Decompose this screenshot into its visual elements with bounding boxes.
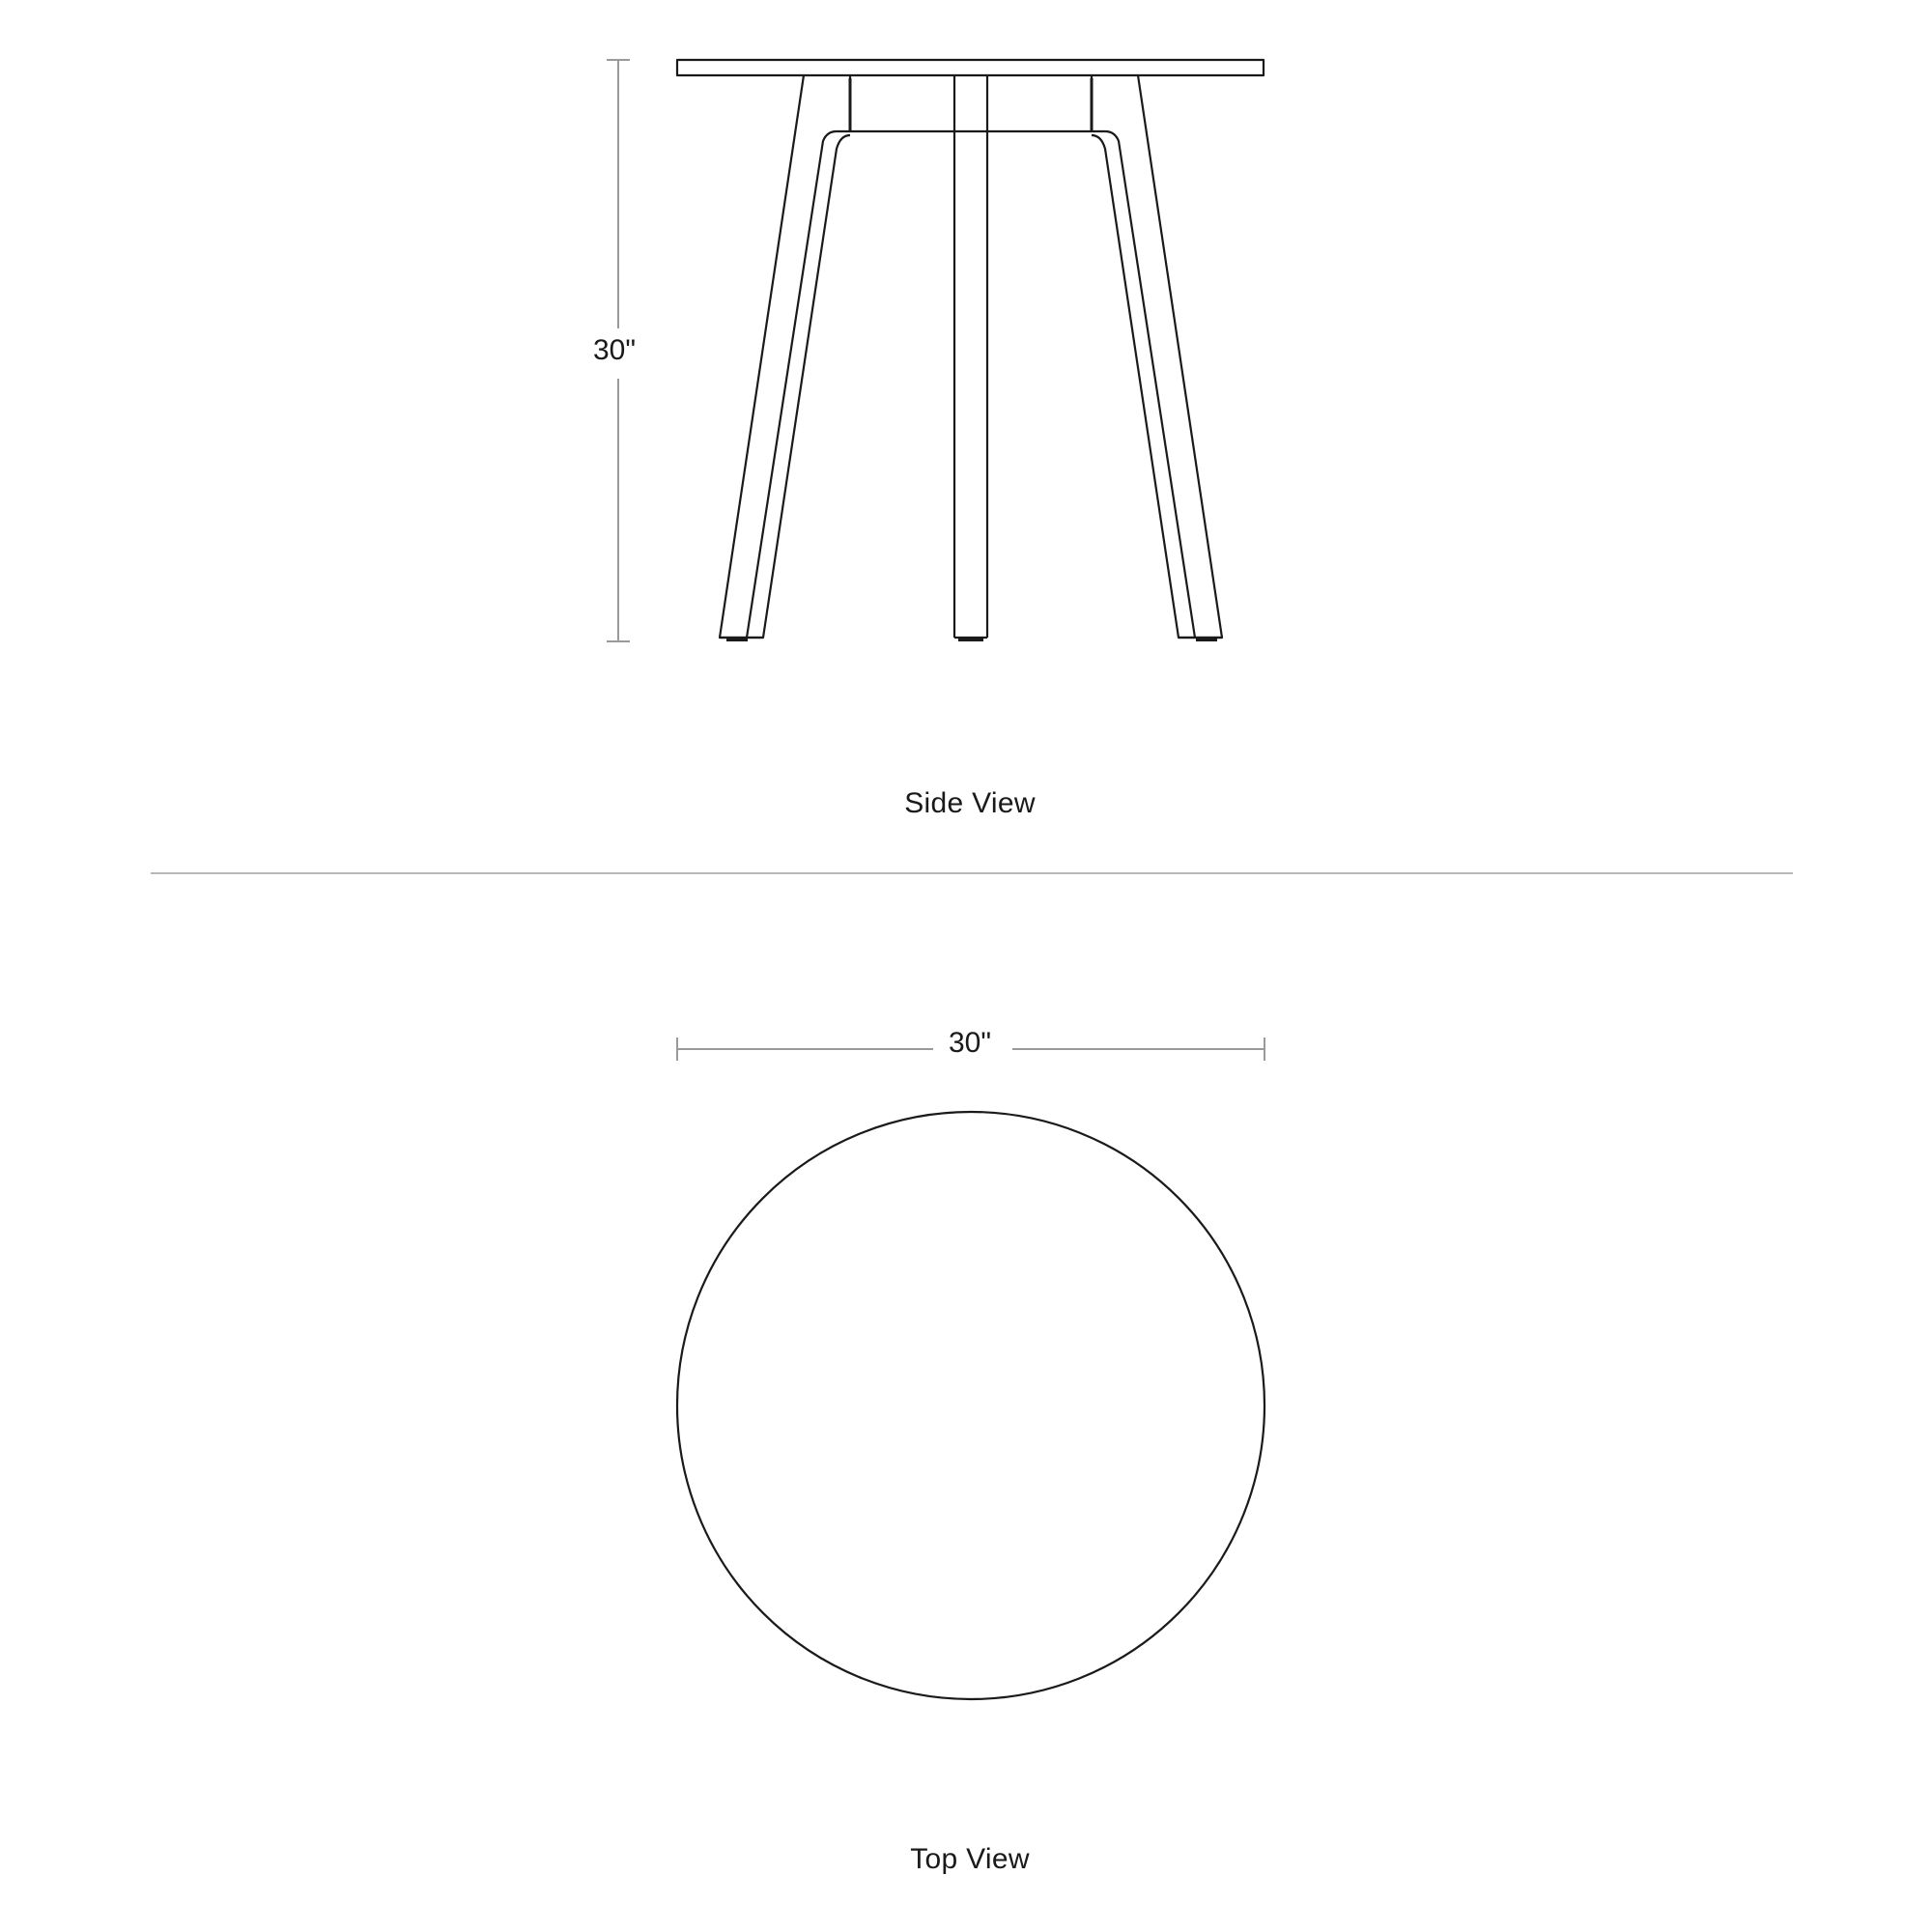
width-dimension-label: 30" — [937, 1027, 1003, 1060]
left-leg-foot — [726, 638, 748, 641]
right-leg — [1092, 75, 1222, 641]
center-leg — [954, 75, 987, 641]
right-leg-foot — [1196, 638, 1217, 641]
center-leg-foot — [958, 638, 983, 641]
height-dimension-label: 30" — [591, 328, 638, 373]
apron — [850, 75, 1092, 131]
tabletop — [677, 60, 1264, 75]
left-leg — [720, 75, 850, 641]
side-view-drawing — [677, 60, 1264, 641]
tabletop-circle — [677, 1112, 1264, 1699]
top-view-caption: Top View — [910, 1843, 1030, 1875]
side-view-caption: Side View — [904, 787, 1036, 819]
